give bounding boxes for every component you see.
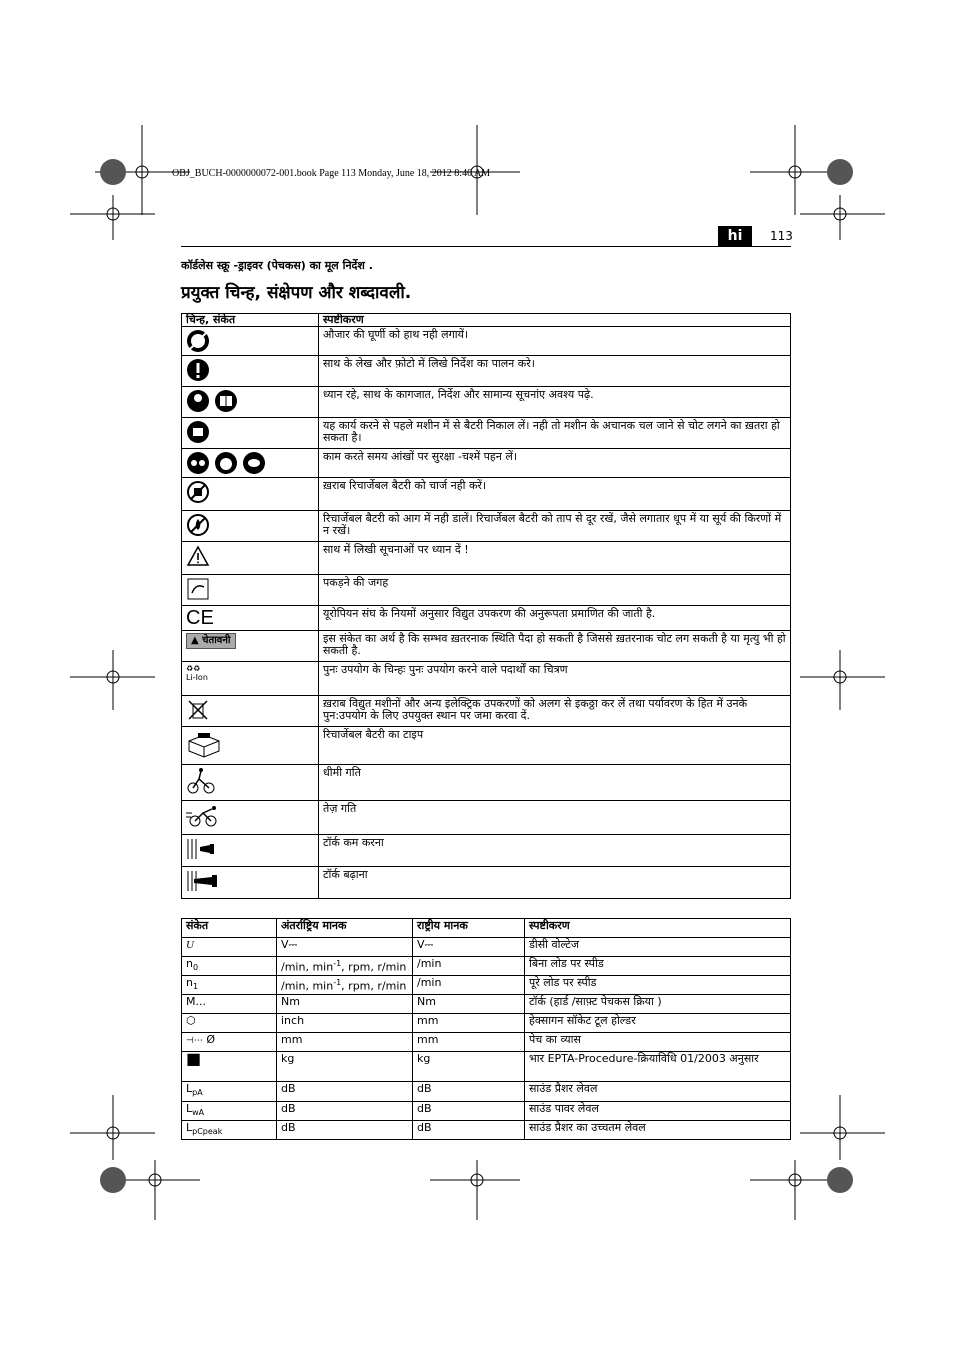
- units-table-header: [182, 919, 791, 938]
- table-row: [182, 995, 791, 1014]
- table-row: [182, 1082, 791, 1101]
- ce-mark-icon: CE: [186, 607, 214, 629]
- national-unit: mm: [413, 1014, 525, 1033]
- remove-battery-icon: [186, 420, 210, 444]
- col-header-national: राष्ट्रीय मानक: [413, 919, 525, 938]
- table-row: [182, 976, 791, 995]
- unit-explanation: डीसी वोल्टेज: [525, 938, 791, 957]
- no-touch-rotating-icon: [186, 329, 210, 353]
- grip-area-icon: [186, 577, 210, 601]
- table-row: [182, 1033, 791, 1052]
- table-row: [182, 801, 791, 835]
- intl-unit: dB: [277, 1120, 413, 1139]
- table-row: [182, 542, 791, 575]
- unit-symbol: $n_1$: [182, 976, 277, 995]
- table-row: [182, 575, 791, 606]
- col-header-symbol: चिन्ह, संकेत: [182, 314, 319, 327]
- table-row: [182, 1120, 791, 1139]
- symbol-explanation: औजार की घूर्णी को हाथ नही लगायें।: [319, 327, 791, 356]
- table-row: [182, 418, 791, 449]
- safety-glasses-icon: [186, 451, 210, 475]
- national-unit: dB: [413, 1082, 525, 1101]
- symbol-explanation: पुनः उपयोग के चिन्हः पुनः उपयोग करने वाले पदार्थों का चित्रण: [319, 662, 791, 696]
- symbol-explanation: धीमी गति: [319, 765, 791, 801]
- symbol-explanation: रिचार्जेबल बैटरी का टाइप: [319, 727, 791, 765]
- table-row: [182, 606, 791, 631]
- section-title: प्रयुक्त चिन्ह, संक्षेपण और शब्दावली.: [181, 283, 412, 303]
- national-unit: mm: [413, 1033, 525, 1052]
- symbols-table: [181, 313, 791, 899]
- symbol-explanation: ख़राब विद्युत मशीनों और अन्य इलेक्ट्रिक उपकरणों को अलग से इकठ्ठा कर लें तथा पर्यावरण के हित में उनके पुन:उपयोग के लिए उपयुक्त स्थान पर जमा करवा दें.: [319, 696, 791, 727]
- table-row: [182, 449, 791, 478]
- intl-unit: mm: [277, 1033, 413, 1052]
- symbol-explanation: ख़राब रिचार्जेबल बैटरी को चार्ज नही करें।: [319, 478, 791, 511]
- unit-explanation: हेक्सागन सॉकेट टूल होल्डर: [525, 1014, 791, 1033]
- header-rule: [181, 246, 791, 247]
- symbol-explanation: टॉर्क बढ़ाना: [319, 867, 791, 899]
- table-row: [182, 387, 791, 418]
- torque-increase-icon: [186, 869, 222, 893]
- symbol-explanation: यूरोपियन संघ के नियमों अनुसार विद्युत उपकरण की अनुरूपता प्रमाणित की जाती है.: [319, 606, 791, 631]
- national-unit: /min: [413, 976, 525, 995]
- col-header-explanation: स्पष्टीकरण: [319, 314, 791, 327]
- warning-triangle-icon: [186, 544, 210, 568]
- symbols-table-header: [182, 314, 791, 327]
- intl-unit: V⎓: [277, 938, 413, 957]
- table-row: [182, 727, 791, 765]
- national-unit: V⎓: [413, 938, 525, 957]
- intl-unit: dB: [277, 1082, 413, 1101]
- table-row: [182, 938, 791, 957]
- book-icon: [214, 389, 238, 413]
- unit-explanation: पेच का व्यास: [525, 1033, 791, 1052]
- intl-unit: /min, $\min^{-1}$, rpm, r/min: [277, 957, 413, 976]
- symbol-explanation: यह कार्य करने से पहले मशीन में से बैटरी निकाल लें। नही तो मशीन के अचानक चल जाने से चोट लगने का ख़तरा हो सकता है।: [319, 418, 791, 449]
- unit-explanation: बिना लोड पर स्पीड: [525, 957, 791, 976]
- torque-decrease-icon: [186, 837, 218, 861]
- hexagon-icon: ⬡: [182, 1014, 277, 1033]
- document-subtitle: कॉर्डलेस स्क्रू -ड्राइवर (पेचकस) का मूल निर्देश .: [181, 259, 373, 272]
- unit-symbol: $n_0$: [182, 957, 277, 976]
- book-info-line: OBJ_BUCH-0000000072-001.book Page 113 Monday, June 18, 2012 8:40 AM: [172, 168, 491, 179]
- intl-unit: dB: [277, 1101, 413, 1120]
- recycle-li-ion-icon: ♻♻ Li-Ion: [186, 664, 208, 682]
- no-fire-battery-icon: [186, 513, 210, 537]
- unit-explanation: पूरे लोड पर स्पीड: [525, 976, 791, 995]
- diameter-symbol: Ø: [206, 1033, 216, 1047]
- unit-explanation: भार EPTA-Procedure-क्रियाविधि 01/2003 अनुसार: [525, 1052, 791, 1082]
- intl-unit: inch: [277, 1014, 413, 1033]
- li-ion-label: Li-Ion: [186, 673, 208, 682]
- symbol-explanation: साथ में लिखी सूचनाओं पर ध्यान दें !: [319, 542, 791, 575]
- table-row: [182, 835, 791, 867]
- national-unit: kg: [413, 1052, 525, 1082]
- table-row: [182, 662, 791, 696]
- warning-label-icon: ▲ चेतावनी: [186, 633, 236, 649]
- unit-explanation: साउंड प्रैशर लेवल: [525, 1082, 791, 1101]
- exclamation-icon: [186, 358, 210, 382]
- intl-unit: Nm: [277, 995, 413, 1014]
- national-unit: dB: [413, 1120, 525, 1139]
- warning-label-text: चेतावनी: [202, 635, 231, 646]
- col-header-symbol: संकेत: [182, 919, 277, 938]
- unit-explanation: साउंड पावर लेवल: [525, 1101, 791, 1120]
- symbol-explanation: तेज़ गति: [319, 801, 791, 835]
- table-row: [182, 356, 791, 387]
- table-row: [182, 631, 791, 662]
- symbol-explanation: पकड़ने की जगह: [319, 575, 791, 606]
- symbol-explanation: ध्यान रहे, साथ के कागजात, निर्देश और सामान्य सूचनांए अवश्य पढ़े.: [319, 387, 791, 418]
- table-row: [182, 1014, 791, 1033]
- unit-explanation: टॉर्क (हार्ड /साफ़्ट पेचकस क्रिया ): [525, 995, 791, 1014]
- page-number: 113: [770, 229, 793, 243]
- national-unit: /min: [413, 957, 525, 976]
- language-badge: hi: [718, 226, 752, 246]
- battery-pack-icon: [186, 729, 222, 759]
- table-row: [182, 327, 791, 356]
- unit-symbol: M...: [182, 995, 277, 1014]
- units-table: [181, 918, 791, 1140]
- weight-icon: ■: [182, 1052, 277, 1082]
- unit-symbol: U: [182, 938, 277, 957]
- national-unit: Nm: [413, 995, 525, 1014]
- national-unit: dB: [413, 1101, 525, 1120]
- table-row: [182, 765, 791, 801]
- crossed-bin-icon: [186, 698, 210, 722]
- screw-icon: ⊣⋯: [186, 1036, 203, 1047]
- unit-explanation: साउंड प्रैशर का उच्चतम लेवल: [525, 1120, 791, 1139]
- symbol-explanation: साथ के लेख और फ़ोटो में लिखे निर्देश का पालन करे।: [319, 356, 791, 387]
- table-row: [182, 511, 791, 542]
- symbol-explanation: रिचार्जेबल बैटरी को आग में नही डालें। रिचार्जेबल बैटरी को ताप से दूर रखें, जैसे लगातार धूप में या सूर्य की किरणों में न रखें।: [319, 511, 791, 542]
- symbol-explanation: टॉर्क कम करना: [319, 835, 791, 867]
- table-row: [182, 957, 791, 976]
- intl-unit: kg: [277, 1052, 413, 1082]
- hearing-protection-icon: [214, 451, 238, 475]
- intl-unit: /min, $\min^{-1}$, rpm, r/min: [277, 976, 413, 995]
- symbol-explanation: इस संकेत का अर्थ है कि सम्भव ख़तरनाक स्थिति पैदा हो सकती है जिससे ख़तरनाक चोट लग सकती है या मृत्यु भी हो सकती है.: [319, 631, 791, 662]
- table-row: [182, 478, 791, 511]
- read-manual-icon: [186, 389, 210, 413]
- unit-symbol: $L_{pA}$: [182, 1082, 277, 1101]
- col-header-explanation: स्पष्टीकरण: [525, 919, 791, 938]
- unit-symbol: $L_{pCpeak}$: [182, 1120, 277, 1139]
- slow-speed-icon: [186, 767, 216, 795]
- col-header-international: अंतर्राष्ट्रिय मानक: [277, 919, 413, 938]
- table-row: [182, 1052, 791, 1082]
- table-row: [182, 1101, 791, 1120]
- table-row: [182, 867, 791, 899]
- no-charge-battery-icon: [186, 480, 210, 504]
- symbol-explanation: काम करते समय आंखों पर सुरक्षा -चश्में पहन लें।: [319, 449, 791, 478]
- table-row: [182, 696, 791, 727]
- face-mask-icon: [242, 451, 266, 475]
- fast-speed-icon: [186, 803, 220, 829]
- unit-symbol: $L_{wA}$: [182, 1101, 277, 1120]
